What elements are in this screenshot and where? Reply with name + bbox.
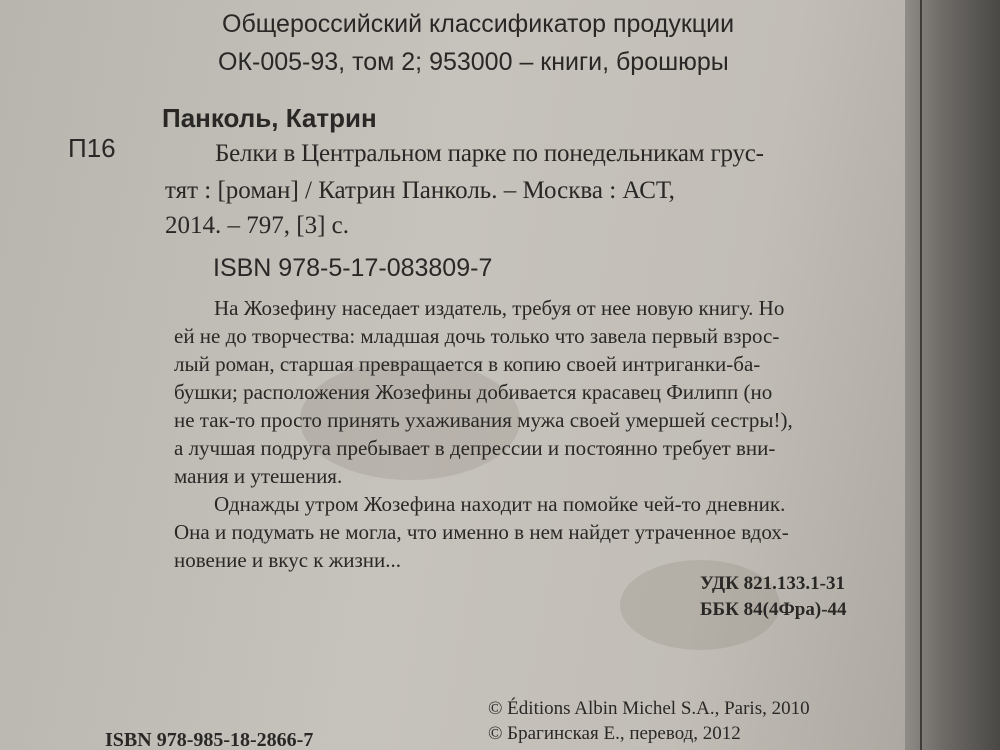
annotation-line: мания и утешения. [174, 464, 343, 488]
annotation-line: новение и вкус к жизни... [174, 548, 402, 572]
catalog-code: П16 [68, 133, 116, 163]
annotation-line: ей не до творчества: младшая дочь только что завела первый взрос- [174, 324, 780, 348]
isbn-secondary: ISBN 978-985-18-2866-7 [105, 729, 314, 750]
copyright-translator: © Брагинская Е., перевод, 2012 [488, 723, 741, 744]
annotation-line: Она и подумать не могла, что именно в нем найдет утраченное вдох- [174, 520, 789, 544]
bib-line-2: тят : [роман] / Катрин Панколь. – Москва : АСТ, [165, 177, 675, 204]
author-name: Панколь, Катрин [162, 103, 377, 133]
classifier-line-2: ОК-005-93, том 2; 953000 – книги, брошюры [218, 48, 729, 76]
copyright-publisher: © Éditions Albin Michel S.A., Paris, 2010 [488, 698, 810, 719]
classifier-line-1: Общероссийский классификатор продукции [222, 10, 735, 38]
annotation-line: бушки; расположения Жозефины добивается красавец Филипп (но [174, 380, 773, 404]
annotation-line: На Жозефину наседает издатель, требуя от нее новую книгу. Но [214, 296, 785, 320]
bib-line-3: 2014. – 797, [3] с. [165, 212, 349, 239]
annotation-line: не так-то просто принять ухаживания мужа своей умершей сестры!), [174, 408, 793, 432]
isbn-main: ISBN 978-5-17-083809-7 [213, 254, 493, 282]
udk-code: УДК 821.133.1-31 [700, 573, 845, 594]
bib-line-1: Белки в Центральном парке по понедельникам грус- [215, 140, 764, 167]
bbk-code: ББК 84(4Фра)-44 [700, 599, 847, 620]
page-edge-line [920, 0, 922, 750]
annotation-line: Однажды утром Жозефина находит на помойке чей-то дневник. [214, 492, 786, 516]
annotation-line: а лучшая подруга пребывает в депрессии и постоянно требует вни- [174, 436, 776, 460]
annotation-line: лый роман, старшая превращается в копию своей интриганки-ба- [174, 352, 761, 376]
